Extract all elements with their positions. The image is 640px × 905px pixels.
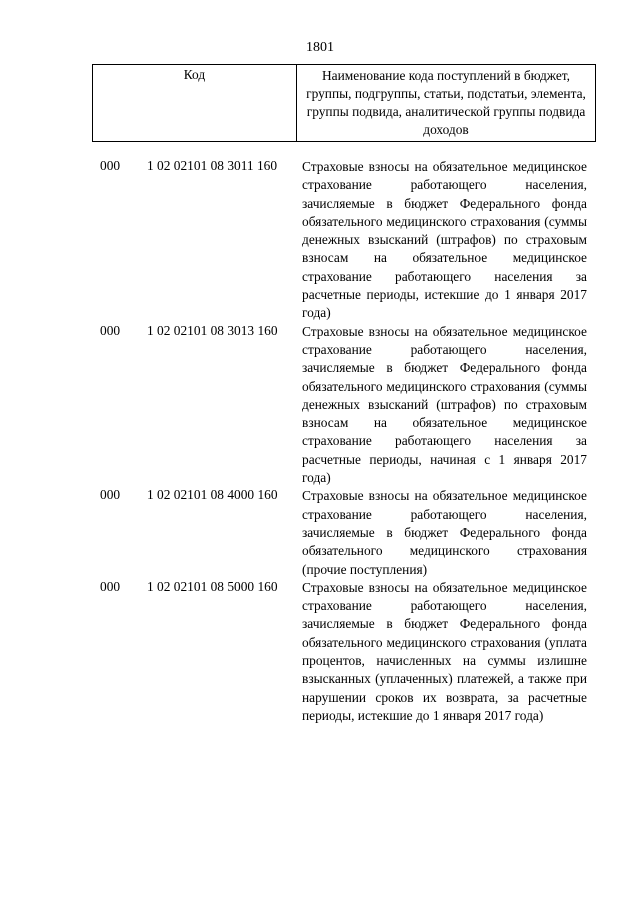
header-table (92, 64, 596, 142)
header-name-label: Наименование кода поступлений в бюджет, группы, подгруппы, статьи, подстатьи, элемента, группы подвида, аналитической группы подвида доходов (306, 68, 586, 137)
header-code-cell (93, 65, 297, 142)
income-code: 1 02 02101 08 5000 160 (147, 578, 278, 594)
income-name: Страховые взносы на обязательное медицинское страхование работающего населения, зачисляемые в бюджет Федерального фонда обязательного медицинского страхования (суммы денежных взысканий (штрафов) по страховым взносам на обязательное медицинское страхование работающего населения за расчетные периоды, начиная с 1 января 2017 года) (302, 323, 587, 486)
codes-list (0, 158, 640, 725)
income-code: 1 02 02101 08 4000 160 (147, 487, 278, 503)
income-name: Страховые взносы на обязательное медицинское страхование работающего населения, зачисляемые в бюджет Федерального фонда обязательного медицинского страхования (суммы денежных взысканий (штрафов) по страховым взносам на обязательное медицинское страхование работающего населения за расчетные периоды, истекшие до 1 января 2017 года) (302, 159, 587, 321)
income-code: 1 02 02101 08 3013 160 (147, 322, 278, 338)
income-code: 1 02 02101 08 3011 160 (147, 158, 278, 173)
code-row (0, 158, 640, 323)
admin-code: 000 (100, 322, 121, 338)
income-name: Страховые взносы на обязательное медицинское страхование работающего населения, зачисляемые в бюджет Федерального фонда обязательного медицинского страхования (прочие поступления) (302, 488, 587, 577)
header-name-cell (297, 65, 596, 142)
admin-code: 000 (100, 487, 121, 503)
header-code-label: Код (183, 67, 206, 82)
code-row (0, 323, 640, 488)
page-number: 1801 (306, 40, 334, 55)
admin-code: 000 (100, 578, 121, 594)
admin-code: 000 (100, 158, 121, 173)
code-row (0, 579, 640, 725)
code-row (0, 487, 640, 578)
income-name: Страховые взносы на обязательное медицинское страхование работающего населения, зачисляемые в бюджет Федерального фонда обязательного медицинского страхования (уплата процентов, начисленных на суммы излишне взысканных (уплаченных) платежей, а также при нарушении сроков их возврата, за расчетные периоды, истекшие до 1 января 2017 года) (302, 579, 587, 723)
